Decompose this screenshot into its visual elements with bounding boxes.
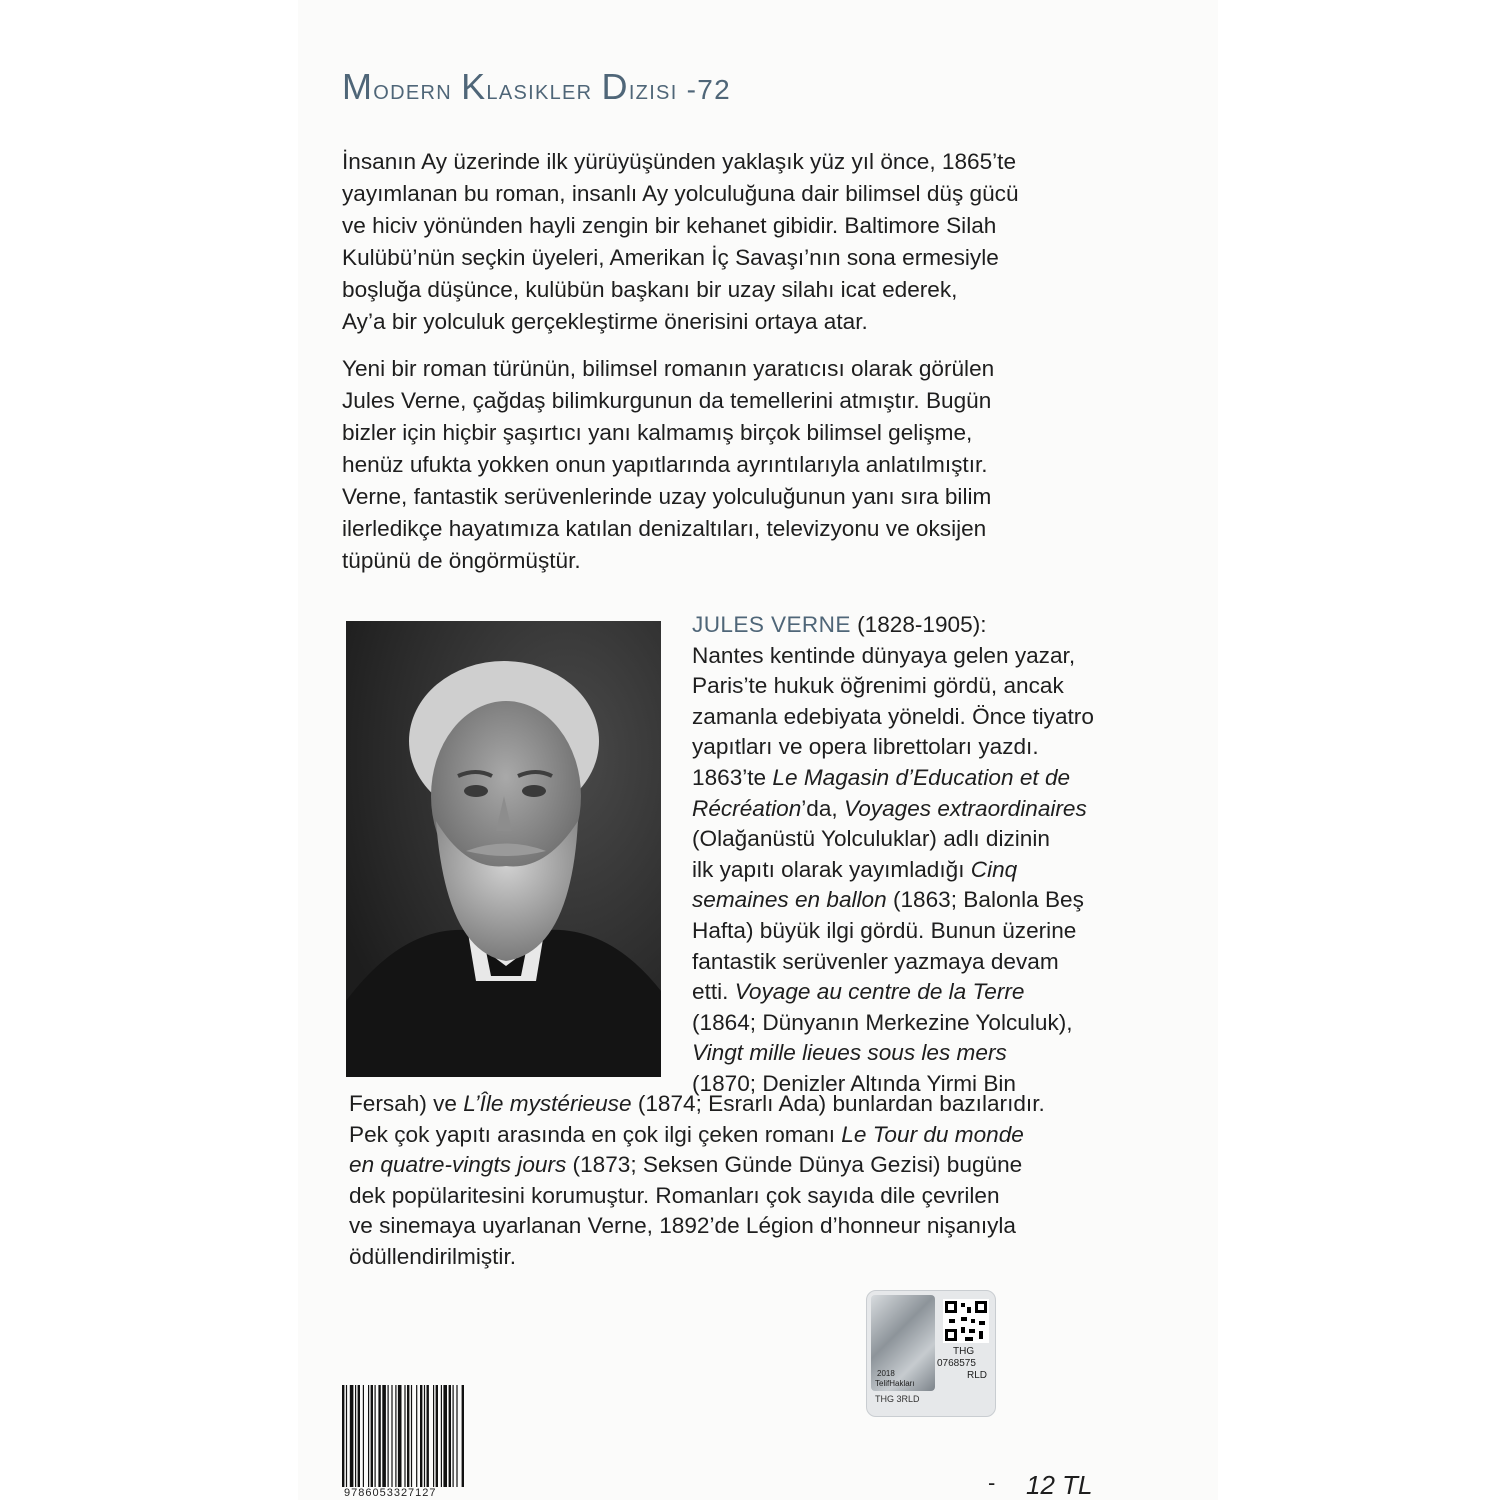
barcode-bar bbox=[436, 1385, 438, 1487]
barcode-bar bbox=[404, 1385, 405, 1487]
barcode-bar bbox=[441, 1385, 442, 1487]
verne-paragraph: Yeni bir roman türünün, bilimsel romanın yaratıcısı olarak görülen Jules Verne, çağdaş bilimkurgunun da temellerini atmıştır. Bugün bizler için hiçbir şaşırtıcı yanı kalmamış birçok bilimsel gelişme, henüz ufukta yokken onun yapıtlarında ayrıntılarıyla anlatılmıştır. Verne, fantastik serüvenlerinde uzay yolculuğunun yanı sıra bilim ilerledikçe hayatımıza katılan denizaltıları, televizyonu ve oksijen tüpünü de öngörmüştür. bbox=[342, 356, 995, 573]
author-bio: JULES VERNE (1828-1905): Nantes kentinde dünyaya gelen yazar, Paris’te hukuk öğrenimi gördü, ancak zamanla edebiyata yöneldi. Önce tiyatro yapıtları ve opera librettoları yazdı. 1863’te Le Magasin d’Education et de Récréation’da, Voyages extraordinaires (Olağanüstü Yolculuklar) adlı dizinin ilk yapıtı olarak yayımladığı Cinq semaines en ballon (1863; Balonla Beş Hafta) büyük ilgi gördü. Bunun üzerine fantastik serüvenler yazmaya devam etti. Voyage au centre de la Terre (1864; Dünyanın Merkezine Yolculuk), Vingt mille lieues sous les mers (1870; Denizler Altında Yirmi Bin bbox=[692, 612, 1094, 1096]
barcode-bar bbox=[342, 1385, 344, 1487]
series-title: Modern Klasikler Dizisi -72 bbox=[342, 66, 732, 107]
isbn-barcode bbox=[340, 1385, 504, 1487]
barcode-bar bbox=[462, 1385, 464, 1487]
portrait-graphic bbox=[346, 621, 661, 1077]
barcode-bar bbox=[449, 1385, 451, 1487]
barcode-bar bbox=[355, 1385, 356, 1487]
barcode-bar bbox=[371, 1385, 373, 1487]
price-dash: - bbox=[988, 1470, 996, 1495]
barcode-bar bbox=[378, 1385, 380, 1487]
author-name: JULES VERNE bbox=[692, 612, 851, 637]
barcode-bar bbox=[388, 1385, 389, 1487]
barcode-bar bbox=[391, 1385, 392, 1487]
author-portrait bbox=[346, 621, 661, 1077]
intro-paragraph: İnsanın Ay üzerinde ilk yürüyüşünden yaklaşık yüz yıl önce, 1865’te yayımlanan bu roman, insanlı Ay yolculuğuna dair bilimsel düş gücü ve hiciv yönünden hayli zengin bir kehanet gibidir. Baltimore Silah Kulübü’nün seçkin üyeleri, Amerikan İç Savaşı’nın sona ermesiyle boşluğa düşünce, kulübün başkanı bir uzay silahı icat ederek, Ay’a bir yolculuk gerçekleştirme önerisini ortaya atar. bbox=[342, 149, 1019, 334]
barcode-bar bbox=[407, 1385, 409, 1487]
barcode-bar bbox=[346, 1385, 347, 1487]
barcode-bar bbox=[350, 1385, 354, 1487]
barcode-bar bbox=[382, 1385, 386, 1487]
author-bio-continued: Fersah) ve L’Île mystérieuse (1874; Esrarlı Ada) bunlardan bazılarıdır. Pek çok yapıtı arasında en çok ilgi çeken romanı Le Tour du monde en quatre-vingts jours (1873; Seksen Günde Dünya Gezisi) bugüne dek popülaritesini korumuştur. Romanları çok sayıda dile çevrilen ve sinemaya uyarlanan Verne, 1892’de Légion d’honneur nişanıyla ödüllendirilmiştir. bbox=[349, 1091, 1045, 1269]
barcode-bar bbox=[420, 1385, 422, 1487]
barcode-bar bbox=[453, 1385, 454, 1487]
barcode-bar bbox=[358, 1385, 360, 1487]
barcode-bar bbox=[411, 1385, 412, 1487]
barcode-bar bbox=[424, 1385, 425, 1487]
qr-code-icon bbox=[943, 1299, 989, 1343]
barcode-bar bbox=[443, 1385, 447, 1487]
copyright-hologram-sticker: 2018 TelifHakları THG 0768575 RLD THG 3RLD bbox=[866, 1290, 996, 1417]
isbn-number: 9786053327127 bbox=[344, 1487, 437, 1499]
barcode-bar bbox=[456, 1385, 457, 1487]
barcode-bar bbox=[433, 1385, 434, 1487]
barcode-bar bbox=[363, 1385, 364, 1487]
price-label: 12 TL bbox=[1026, 1470, 1093, 1500]
barcode-bar bbox=[398, 1385, 402, 1487]
barcode-bar bbox=[427, 1385, 429, 1487]
barcode-bar bbox=[368, 1385, 369, 1487]
barcode-bar bbox=[375, 1385, 376, 1487]
barcode-bar bbox=[395, 1385, 396, 1487]
barcode-bar bbox=[416, 1385, 417, 1487]
